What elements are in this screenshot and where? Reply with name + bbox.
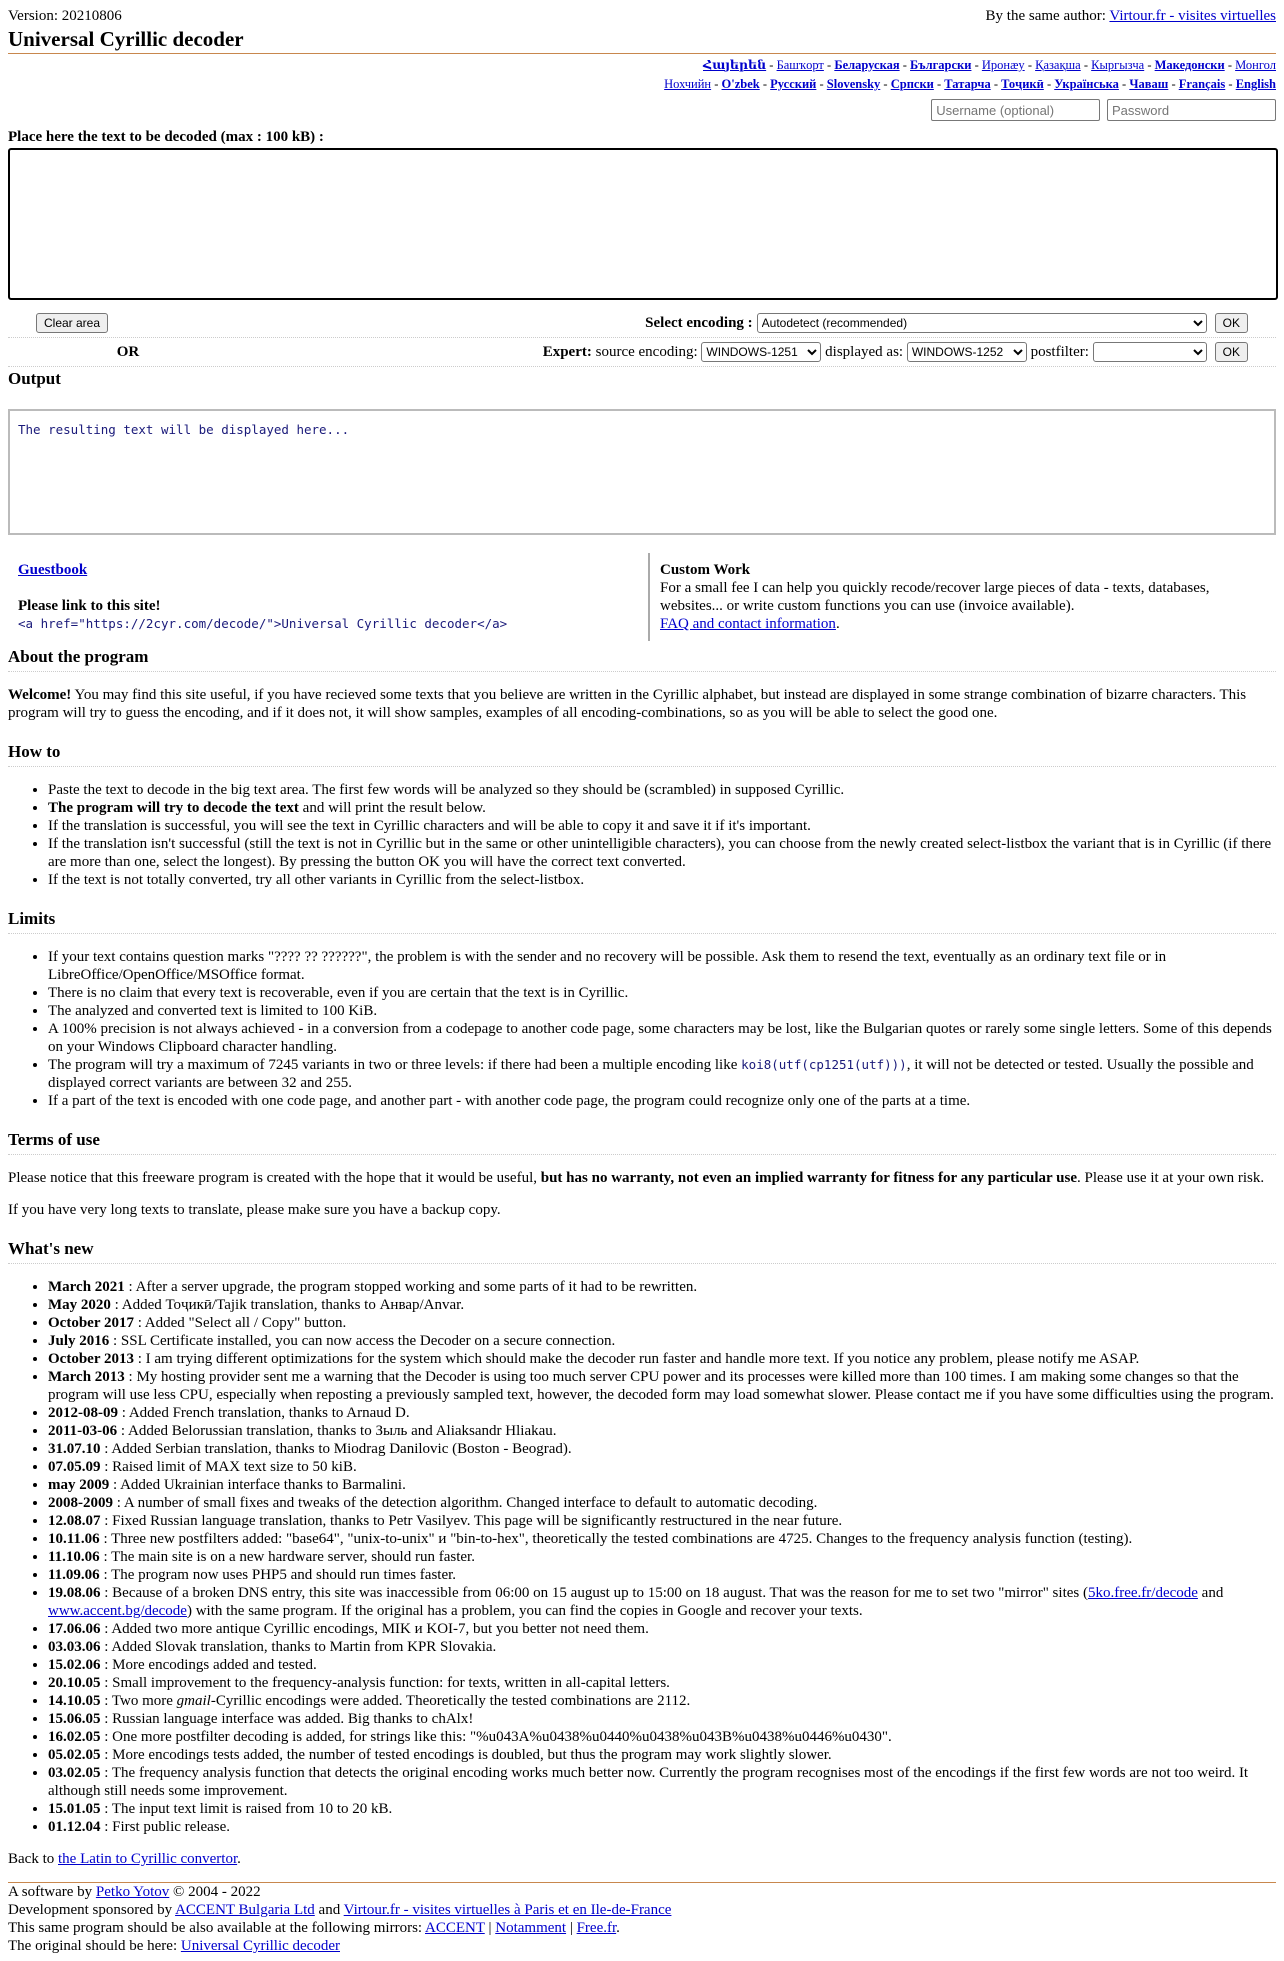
language-link[interactable]: Slovensky	[826, 77, 881, 91]
mirror-accent-bg-link[interactable]: www.accent.bg/decode	[48, 1603, 187, 1619]
source-encoding-select[interactable]	[701, 342, 821, 362]
top-bar	[8, 0, 1276, 25]
output-placeholder: The resulting text will be displayed here...	[18, 422, 350, 437]
guestbook-link[interactable]: Guestbook	[18, 562, 88, 578]
language-row-2	[8, 75, 1276, 94]
language-link[interactable]: Монгол	[1235, 58, 1276, 72]
displayed-as-label: displayed as:	[821, 344, 907, 360]
page-title: Universal Cyrillic decoder	[8, 27, 244, 51]
output-heading: Output	[8, 369, 61, 388]
lang-separator: -	[990, 77, 1002, 91]
footer: A software by Petko Yotov © 2004 - 2022 Development sponsored by ACCENT Bulgaria Ltd and Virtour.fr - visites virtuelles à Paris et en Ile-de-France This same program should be also available at the following mirrors: ACCENT | Notamment | Free.fr. The original should be here: Universal Cyrillic decoder	[8, 1884, 672, 1954]
language-link[interactable]: English	[1235, 77, 1276, 91]
password-input[interactable]	[1107, 99, 1276, 121]
language-link[interactable]: Тоҷикӣ	[1001, 77, 1044, 91]
language-link[interactable]: Русский	[770, 77, 817, 91]
expert-label: Expert:	[542, 344, 592, 360]
displayed-encoding-select[interactable]	[907, 342, 1027, 362]
news-item: • 20.10.05 : Small improvement to the frequency-analysis function: for texts, written in all-capital letters.	[48, 1674, 1276, 1692]
mirror-free-fr-link[interactable]: 5ko.free.fr/decode	[1087, 1585, 1198, 1601]
news-item: • 15.01.05 : The input text limit is raised from 10 to 20 kB.	[48, 1800, 1276, 1818]
news-list	[8, 1278, 1276, 1836]
news-item: • may 2009 : Added Ukrainian interface thanks to Barmalini.	[48, 1476, 1276, 1494]
news-item: • July 2016 : SSL Certificate installed, you can now access the Decoder on a secure connection.	[48, 1332, 1276, 1350]
limits-item: • There is no claim that every text is recoverable, even if you are certain that the text is in Cyrillic.	[48, 984, 1276, 1002]
lang-separator: -	[971, 58, 982, 72]
language-link[interactable]: Беларуская	[834, 58, 900, 72]
language-link[interactable]: Français	[1178, 77, 1226, 91]
same-author: By the same author: Virtour.fr - visites virtuelles	[985, 8, 1276, 24]
howto-item: • If the text is not totally converted, try all other variants in Cyrillic from the select-listbox.	[48, 871, 1276, 889]
news-item: • 11.09.06 : The program now uses PHP5 and should run times faster.	[48, 1566, 1276, 1584]
lang-separator: -	[880, 77, 891, 91]
lang-separator: -	[759, 77, 771, 91]
news-item: • October 2017 : Added "Select all / Copy" button.	[48, 1314, 1276, 1332]
backup-text: If you have very long texts to translate, please make sure you have a backup copy.	[8, 1202, 501, 1218]
source-encoding-label: source encoding:	[591, 344, 702, 360]
about-text: Welcome! You may find this site useful, if you have recieved some texts that you believe are written in the Cyrillic alphabet, but instead are displayed in some strange combination of bizarre characters. This program will try to guess the encoding, and if it does not, it will show samples, examples of all encoding-combinations, so as you will be able to select the good one.	[8, 687, 1247, 721]
howto-list	[8, 781, 1276, 889]
virtour-footer-link[interactable]: Virtour.fr - visites virtuelles à Paris et en Ile-de-France	[343, 1902, 672, 1918]
accent-link[interactable]: ACCENT Bulgaria Ltd	[175, 1902, 315, 1918]
news-item: • 07.05.09 : Raised limit of MAX text size to 50 kiB.	[48, 1458, 1276, 1476]
lang-separator: -	[1043, 77, 1055, 91]
language-link[interactable]: Нохчийн	[664, 77, 712, 91]
guestbook-column	[8, 553, 650, 641]
lang-separator: -	[816, 77, 827, 91]
expert-row	[8, 338, 1276, 367]
news-item: • 05.02.05 : More encodings tests added, the number of tested encodings is doubled, but thus the program may work slightly slower.	[48, 1746, 1276, 1764]
lang-separator: -	[766, 58, 777, 72]
version-label: Version: 20210806	[8, 8, 122, 24]
terms-heading: Terms of use	[8, 1124, 1276, 1155]
news-item: • March 2021 : After a server upgrade, the program stopped working and some parts of it had to be rewritten.	[48, 1278, 1276, 1296]
or-label: OR	[116, 344, 140, 360]
news-heading: What's new	[8, 1233, 1276, 1264]
faq-link[interactable]: FAQ and contact information	[660, 616, 836, 632]
lang-separator: -	[823, 58, 835, 72]
lang-separator: -	[899, 58, 911, 72]
lang-separator: -	[1224, 58, 1236, 72]
news-item: • 2011-03-06 : Added Belorussian translation, thanks to Зыль and Aliaksandr Hliakau.	[48, 1422, 1276, 1440]
language-row-1	[8, 56, 1276, 75]
news-item: • March 2013 : My hosting provider sent me a warning that the Decoder is using too much server CPU power and its processes were killed more than 100 times. I am making some changes so that the program will use less CPU, especially when reposting a previously sampled text, however, the decoded form may load somewhat slower. Please contact me if you have some difficulties using the program.	[48, 1368, 1276, 1404]
language-link[interactable]: Башҡорт	[776, 58, 824, 72]
clear-area-button[interactable]: Clear area	[36, 313, 108, 333]
virtour-link[interactable]: Virtour.fr - visites virtuelles	[1109, 8, 1276, 24]
input-textarea[interactable]	[8, 148, 1278, 300]
mirror-free-link[interactable]: Free.fr	[576, 1920, 617, 1936]
language-link[interactable]: Македонски	[1154, 58, 1225, 72]
original-link[interactable]: Universal Cyrillic decoder	[180, 1938, 340, 1954]
terms-text: Please notice that this freeware program is created with the hope that it would be useful, but has no warranty, not even an implied warranty for fitness for any particular use. Please use it at your own risk.	[8, 1170, 1265, 1186]
custom-work-text: For a small fee I can help you quickly recode/recover large pieces of data - texts, databases, websites... or write custom functions you can use (invoice available).	[660, 580, 1210, 614]
language-link[interactable]: Қазақша	[1035, 58, 1081, 72]
news-item: • 14.10.05 : Two more gmail-Cyrillic encodings were added. Theoretically the tested combinations are 2112.	[48, 1692, 1276, 1710]
postfilter-select[interactable]	[1093, 342, 1207, 362]
input-label: Place here the text to be decoded (max : 100 kB) :	[8, 129, 324, 145]
select-encoding-label: Select encoding :	[645, 315, 753, 331]
title-divider	[8, 53, 1276, 54]
news-item: • 10.11.06 : Three new postfilters added: "base64", "unix-to-unix" и "bin-to-hex", theoretically the tested combinations are 4725. Changes to the frequency analysis function (testing).	[48, 1530, 1276, 1548]
language-link[interactable]: Чаваш	[1129, 77, 1169, 91]
username-input[interactable]	[931, 99, 1100, 121]
latin-convertor-link[interactable]: the Latin to Cyrillic convertor	[58, 1851, 238, 1867]
news-item: • 01.12.04 : First public release.	[48, 1818, 1276, 1836]
news-item: • 17.06.06 : Added two more antique Cyrillic encodings, MIK и KOI-7, but you better not need them.	[48, 1620, 1276, 1638]
lang-separator: -	[1168, 77, 1179, 91]
lang-separator: -	[933, 77, 945, 91]
language-link[interactable]: Татарча	[944, 77, 991, 91]
postfilter-label: postfilter:	[1026, 344, 1093, 360]
faq-line: FAQ and contact information.	[660, 616, 840, 632]
news-item: • 03.03.06 : Added Slovak translation, thanks to Martin from KPR Slovakia.	[48, 1638, 1276, 1656]
language-link[interactable]: Українська	[1054, 77, 1119, 91]
mirror-accent-link[interactable]: ACCENT	[425, 1920, 485, 1936]
variants-code: koi8(utf(cp1251(utf)))	[741, 1057, 907, 1072]
news-item: • 19.08.06 : Because of a broken DNS entry, this site was inaccessible from 06:00 on 15 august up to 15:00 on 18 august. That was the reason for me to set two "mirror" sites (5ko.free.fr/decode and www.accent.bg/decode) with the same program. If the original has a problem, you can find the copies in Google and recover your texts.	[48, 1584, 1276, 1620]
howto-item: • Paste the text to decode in the big text area. The first few words will be analyzed so they should be (scrambled) in supposed Cyrillic.	[48, 781, 1276, 799]
howto-item: • If the translation isn't successful (still the text is not in Cyrillic but in the same or other unintelligible characters), you can choose from the newly created select-listbox the variant that is in Cyrillic (if there are more than one, select the longest). By pressing the button OK you will have the correct text converted.	[48, 835, 1276, 871]
encoding-row	[8, 309, 1276, 338]
mirror-notamment-link[interactable]: Notamment	[495, 1920, 567, 1936]
limits-item: • A 100% precision is not always achieved - in a conversion from a codepage to another code page, some characters may be lost, like the Bulgarian quotes or rarely some single letters. Some of this depends on your Windows Clipboard character handling.	[48, 1020, 1276, 1056]
limits-item: • The program will try a maximum of 7245 variants in two or three levels: if there had been a multiple encoding like koi8(utf(cp1251(utf))), it will not be detected or tested. Usually the possible and displayed correct variants are between 32 and 255.	[48, 1056, 1276, 1092]
news-item: • 15.06.05 : Russian language interface was added. Big thanks to chAlx!	[48, 1710, 1276, 1728]
lang-separator: -	[711, 77, 722, 91]
encoding-select[interactable]	[757, 313, 1207, 333]
link-to-site-title: Please link to this site!	[18, 598, 161, 614]
news-item: • 15.02.06 : More encodings added and tested.	[48, 1656, 1276, 1674]
lang-separator: -	[1080, 58, 1092, 72]
howto-item: • The program will try to decode the text and will print the result below.	[48, 799, 1276, 817]
limits-item: • If a part of the text is encoded with one code page, and another part - with another code page, the program could recognize only one of the parts at a time.	[48, 1092, 1276, 1110]
output-box[interactable]	[8, 409, 1276, 535]
news-item: • May 2020 : Added Тоҷикӣ/Tajik translation, thanks to Анвар/Anvar.	[48, 1296, 1276, 1314]
language-link[interactable]: Кыргызча	[1091, 58, 1145, 72]
lang-separator: -	[1144, 58, 1155, 72]
news-item: • 2008-2009 : A number of small fixes and tweaks of the detection algorithm. Changed interface to default to automatic decoding.	[48, 1494, 1276, 1512]
limits-item: • The analyzed and converted text is limited to 100 KiB.	[48, 1002, 1276, 1020]
news-item: • 03.02.05 : The frequency analysis function that detects the original encoding works much better now. Currently the program recognises most of the encodings if the first few words are not too weird. It although still needs some improvement.	[48, 1764, 1276, 1800]
lang-separator: -	[1024, 58, 1036, 72]
login-form	[8, 99, 1276, 121]
custom-work-title: Custom Work	[660, 562, 751, 578]
language-link[interactable]: Հայերեն	[703, 58, 767, 72]
info-columns	[8, 553, 1276, 641]
news-item: • 31.07.10 : Added Serbian translation, thanks to Miodrag Danilovic (Boston - Beograd).	[48, 1440, 1276, 1458]
limits-list	[8, 948, 1276, 1110]
news-item: • 11.10.06 : The main site is on a new hardware server, should run faster.	[48, 1548, 1276, 1566]
about-heading: About the program	[8, 641, 1276, 672]
expert-ok-button[interactable]: OK	[1215, 342, 1248, 362]
news-item: • October 2013 : I am trying different optimizations for the system which should make the decoder run faster and handle more text. If you notice any problem, please notify me ASAP.	[48, 1350, 1276, 1368]
back-line: Back to the Latin to Cyrillic convertor.	[8, 1851, 241, 1867]
language-selector	[8, 56, 1276, 94]
news-item: • 12.08.07 : Fixed Russian language translation, thanks to Petr Vasilyev. This page will be significantly restructured in the near future.	[48, 1512, 1276, 1530]
howto-heading: How to	[8, 736, 1276, 767]
custom-work-column	[650, 553, 1276, 641]
language-link[interactable]: O'zbek	[721, 77, 760, 91]
news-item: • 2012-08-09 : Added French translation, thanks to Arnaud D.	[48, 1404, 1276, 1422]
lang-separator: -	[1118, 77, 1130, 91]
language-link[interactable]: Български	[910, 58, 972, 72]
limits-heading: Limits	[8, 903, 1276, 934]
link-code: <a href="https://2cyr.com/decode/">Universal Cyrillic decoder</a>	[18, 616, 508, 631]
language-link[interactable]: Иронæу	[981, 58, 1025, 72]
howto-item: • If the translation is successful, you will see the text in Cyrillic characters and will be able to copy it and save it if it's important.	[48, 817, 1276, 835]
lang-separator: -	[1225, 77, 1236, 91]
limits-item: • If your text contains question marks "???? ?? ??????", the problem is with the sender and no recovery will be possible. Ask them to resend the text, eventually as an ordinary text file or in LibreOffice/OpenOffice/MSOffice format.	[48, 948, 1276, 984]
language-link[interactable]: Српски	[890, 77, 934, 91]
encoding-ok-button[interactable]: OK	[1215, 313, 1248, 333]
news-item: • 16.02.05 : One more postfilter decoding is added, for strings like this: "%u043A%u0438%u0440%u0438%u043B%u0438%u0446%u0430".	[48, 1728, 1276, 1746]
author-link[interactable]: Petko Yotov	[95, 1884, 170, 1900]
